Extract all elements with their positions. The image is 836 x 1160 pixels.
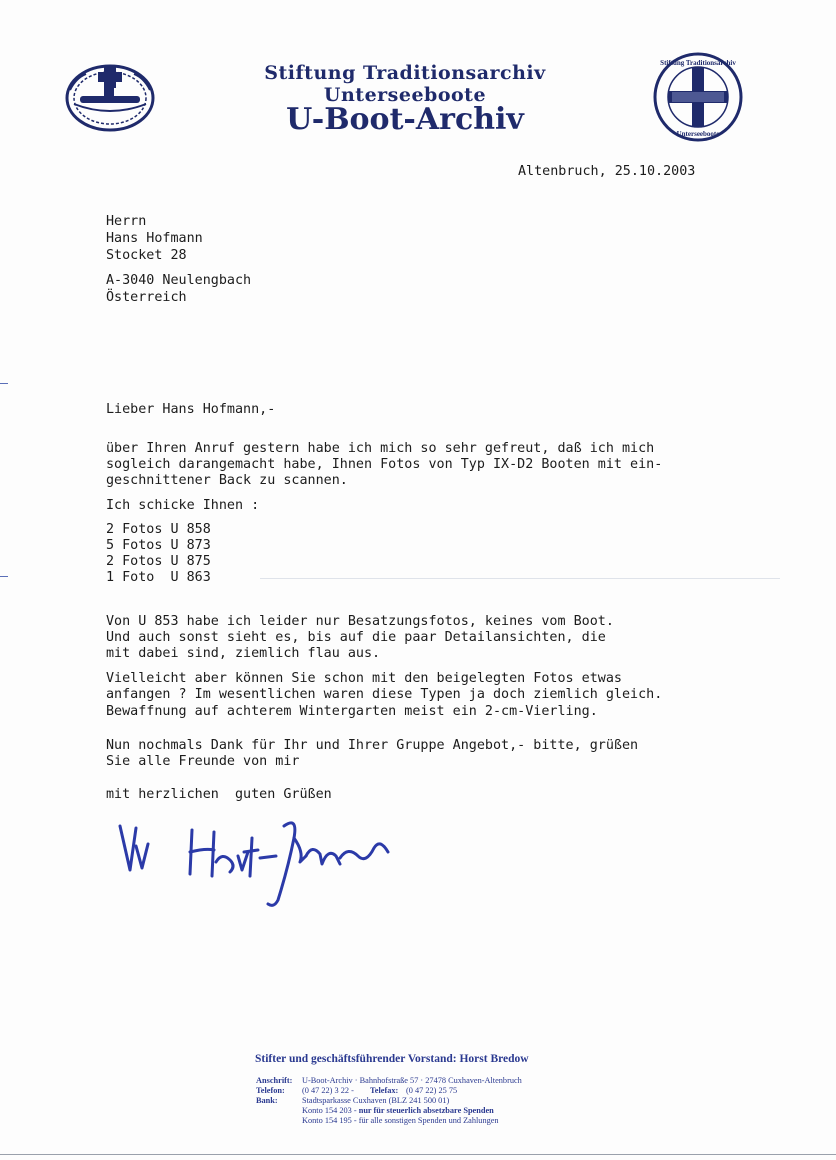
footer-account1-note: nur für steuerlich absetzbare Spenden — [358, 1106, 494, 1115]
paragraph4-line: Sie alle Freunde von mir — [106, 754, 300, 769]
date-line: Altenbruch, 25.10.2003 — [518, 164, 696, 179]
recipient-salutation: Herrn — [106, 214, 147, 229]
closing-line: mit herzlichen guten Grüßen — [106, 787, 332, 802]
recipient-street: Stocket 28 — [106, 248, 187, 263]
footer-phone-value: (0 47 22) 3 22 - — [302, 1086, 354, 1095]
footer-fax-value: (0 47 22) 25 75 — [406, 1086, 458, 1095]
footer-fax-label: Telefax: — [370, 1086, 399, 1095]
footer-account1-row — [302, 1106, 494, 1115]
photo-list-item: 2 Fotos U 875 — [106, 554, 211, 569]
paragraph1-line: über Ihren Anruf gestern habe ich mich so sehr gefreut, daß ich mich — [106, 441, 655, 456]
paragraph2-line: Von U 853 habe ich leider nur Besatzungsfotos, keines vom Boot. — [106, 614, 614, 629]
paragraph4-line: Nun nochmals Dank für Ihr und Ihrer Gruppe Angebot,- bitte, grüßen — [106, 738, 639, 753]
footer-address-row — [256, 1076, 522, 1085]
recipient-name: Hans Hofmann — [106, 231, 203, 246]
foundation-seal-logo — [652, 52, 744, 142]
photo-list-item: 5 Fotos U 873 — [106, 538, 211, 553]
footer-account1-number: Konto 154 203 - — [302, 1106, 357, 1115]
paragraph1-line: sogleich darangemacht habe, Ihnen Fotos von Typ IX-D2 Booten mit ein- — [106, 457, 663, 472]
seal-top-text: Stiftung Traditionsarchiv — [660, 59, 736, 67]
footer-address-label: Anschrift: — [256, 1076, 293, 1085]
footer-phone-label: Telefon: — [256, 1086, 285, 1095]
foundation-name: Stiftung Traditionsarchiv Unterseeboote — [264, 62, 546, 106]
footer-bank-label: Bank: — [256, 1096, 278, 1105]
photo-list-item: 1 Foto U 863 — [106, 570, 211, 585]
footer-account2-note: für alle sonstigen Spenden und Zahlungen — [358, 1116, 499, 1125]
scan-edge-mark — [0, 576, 8, 577]
footer-bank-row — [256, 1096, 450, 1105]
footer-account2-row — [302, 1116, 499, 1125]
page-bottom-edge — [0, 1154, 836, 1155]
footer-title: Stifter und geschäftsführender Vorstand: Horst Bredow — [255, 1053, 529, 1065]
seal-bottom-text: Unterseeboote — [676, 130, 720, 138]
footer-address-value: U-Boot-Archiv · Bahnhofstraße 57 · 27478 Cuxhaven-Altenbruch — [302, 1076, 522, 1085]
uboat-badge-logo — [64, 60, 156, 134]
photo-list-item: 2 Fotos U 858 — [106, 522, 211, 537]
scan-line — [260, 578, 780, 579]
recipient-city: A-3040 Neulengbach — [106, 273, 252, 288]
paragraph2-line: mit dabei sind, ziemlich flau aus. — [106, 646, 381, 661]
handwritten-signature — [108, 808, 398, 918]
scan-edge-mark — [0, 383, 8, 384]
footer-phone-row — [256, 1086, 458, 1095]
footer-account2-number: Konto 154 195 - — [302, 1116, 357, 1125]
recipient-country: Österreich — [106, 290, 187, 305]
list-intro: Ich schicke Ihnen : — [106, 498, 260, 513]
paragraph2-line: Und auch sonst sieht es, bis auf die paar Detailansichten, die — [106, 630, 606, 645]
greeting: Lieber Hans Hofmann,- — [106, 402, 276, 417]
paragraph1-line: geschnittener Back zu scannen. — [106, 473, 348, 488]
paragraph3-line: anfangen ? Im wesentlichen waren diese Typen ja doch ziemlich gleich. — [106, 687, 663, 702]
archive-name: U-Boot-Archiv — [286, 102, 524, 137]
paragraph3-line: Vielleicht aber können Sie schon mit den beigelegten Fotos etwas — [106, 671, 622, 686]
footer-bank-name: Stadtsparkasse Cuxhaven (BLZ 241 500 01) — [302, 1096, 450, 1105]
paragraph3-line: Bewaffnung auf achterem Wintergarten meist ein 2-cm-Vierling. — [106, 704, 598, 719]
